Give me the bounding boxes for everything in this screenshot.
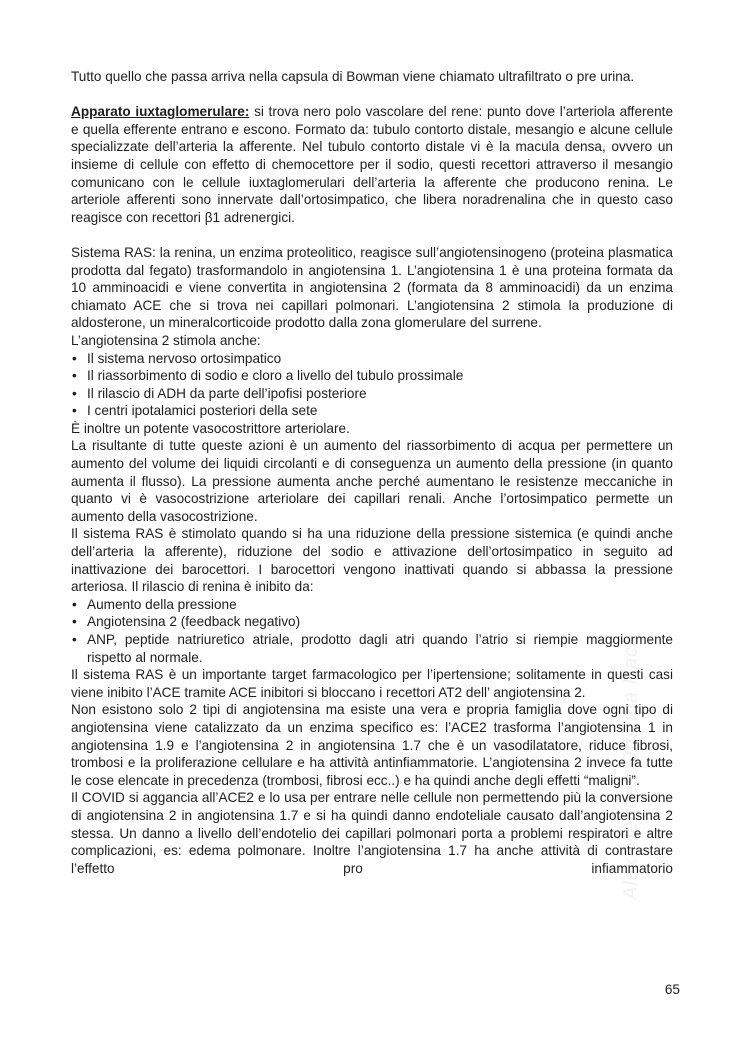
paragraph-vasocostrittore: È inoltre un potente vasocostrittore arteriolare. [71, 420, 350, 436]
list-item: • ANP, peptide natriuretico atriale, prodotto dagli atri quando l’atrio si riempie maggiormente rispetto al normale. [71, 631, 673, 666]
list-item: • I centri ipotalamici posteriori della sete [71, 402, 673, 420]
list-item: • Il rilascio di ADH da parte dell’ipofisi posteriore [71, 385, 673, 403]
paragraph-ras-stimolato: Il sistema RAS è stimolato quando si ha una riduzione della pressione sistemica (e quindi anche dell’arteria la afferente), riduzione del sodio e attivazione dell’ortosimpatico in seguito ad inattivazione dei barocettori. I barocettori vengono inattivati quando si abbassa la pressione arteriosa. Il rilascio di renina è inibito da: [71, 526, 673, 595]
paragraph-target-farmacologico: Il sistema RAS è un importante target farmacologico per l’ipertensione; solitamente in questi casi viene inibito l’ACE tramite ACE inibitori si bloccano i recettori AT2 dell’ angiotensina 2. [71, 667, 673, 700]
page-number: 65 [664, 982, 680, 997]
watermark-text: Alex Mendes Officina Hack [620, 634, 642, 900]
list-renina-inhibitors [71, 596, 673, 666]
paragraph-sistema-ras: Sistema RAS: la renina, un enzima proteolitico, reagisce sull’angiotensinogeno (proteina plasmatica prodotta dal fegato) trasformandolo in angiotensina 1. L’angiotensina 1 è una proteina formata da 10 amminoacidi e viene convertita in angiotensina 2 (formata da 8 amminoacidi) da un enzima chiamato ACE che si trova nei capillari polmonari. L’angiotensina 2 stimola la produzione di aldosterone, un mineralcorticoide prodotto dalla zona glomerulare del surrene. [71, 244, 673, 331]
list-item: • Il sistema nervoso ortosimpatico [71, 350, 673, 368]
paragraph-famiglia-angiotensina: Non esistono solo 2 tipi di angiotensina ma esiste una vera e propria famiglia dove ogni tipo di angiotensina viene catalizzato da un enzima specifico es: l’ACE2 trasforma l’angiotensina 1 in angiotensina 1.9 e l’angiotensina 2 in angiotensina 1.7 che è un vasodilatatore, riduce fibrosi, trombosi e la proliferazione cellulare e ha attività antinfiammatorie. L’angiotensina 2 invece fa tutte le cose elencate in precedenza (trombosi, fibrosi ecc..) e ha quindi anche degli effetti “maligni”. [71, 702, 673, 788]
paragraph-apparato-iuxtaglomerulare [71, 103, 673, 226]
paragraph-risultante: La risultante di tutte queste azioni è un aumento del riassorbimento di acqua per permettere un aumento del volume dei liquidi circolanti e di conseguenza un aumento della pressione (in quanto aumenta il flusso). La pressione aumenta anche perché aumentano le resistenze meccaniche in quanto vi è vasocostrizione arteriolare dei capillari renali. Anche l’ortosimpatico permette un aumento della vasocostrizione. [71, 438, 673, 524]
list-item: • Angiotensina 2 (feedback negativo) [71, 613, 673, 631]
paragraph-apparato-body: si trova nero polo vascolare del rene: punto dove l’arteriola afferente e quella efferente entrano e escono. Formato da: tubulo contorto distale, mesangio e alcune cellule specializzate dell’arteria la afferente. Nel tubulo contorto distale vi è la macula densa, ovvero un insieme di cellule con effetto di chemocettore per il sodio, questi recettori attraverso il mesangio comunicano con le cellule iuxtaglomerulari dell’arteria la afferente che producono renina. Le arteriole afferenti sono innervate dall’ortosimpatico, che libera noradrenalina che in questo caso reagisce con recettori β1 adrenergici. [71, 104, 673, 225]
paragraph-covid: Il COVID si aggancia all’ACE2 e lo usa per entrare nelle cellule non permettendo più la conversione di angiotensina 2 in angiotensina 1.7 e si ha quindi danno endoteliale causato dall’angiotensina 2 stessa. Un danno a livello dell’endotelio dei capillari polmonari porta a problemi respiratori e altre complicazioni, es: edema polmonare. Inoltre l’angiotensina 1.7 ha anche attività di contrastare l’effetto pro infiammatorio [71, 790, 673, 876]
list-item: • Aumento della pressione [71, 596, 673, 614]
section-heading-apparato: Apparato iuxtaglomerulare: [71, 104, 250, 120]
list-angiotensina-effects [71, 350, 673, 420]
paragraph-angiotensina-stimola: L’angiotensina 2 stimola anche: [71, 332, 261, 348]
document-page [71, 68, 673, 877]
list-item: • Il riassorbimento di sodio e cloro a livello del tubulo prossimale [71, 367, 673, 385]
paragraph-ultrafiltrato: Tutto quello che passa arriva nella capsula di Bowman viene chiamato ultrafiltrato o pre urina. [71, 69, 635, 84]
